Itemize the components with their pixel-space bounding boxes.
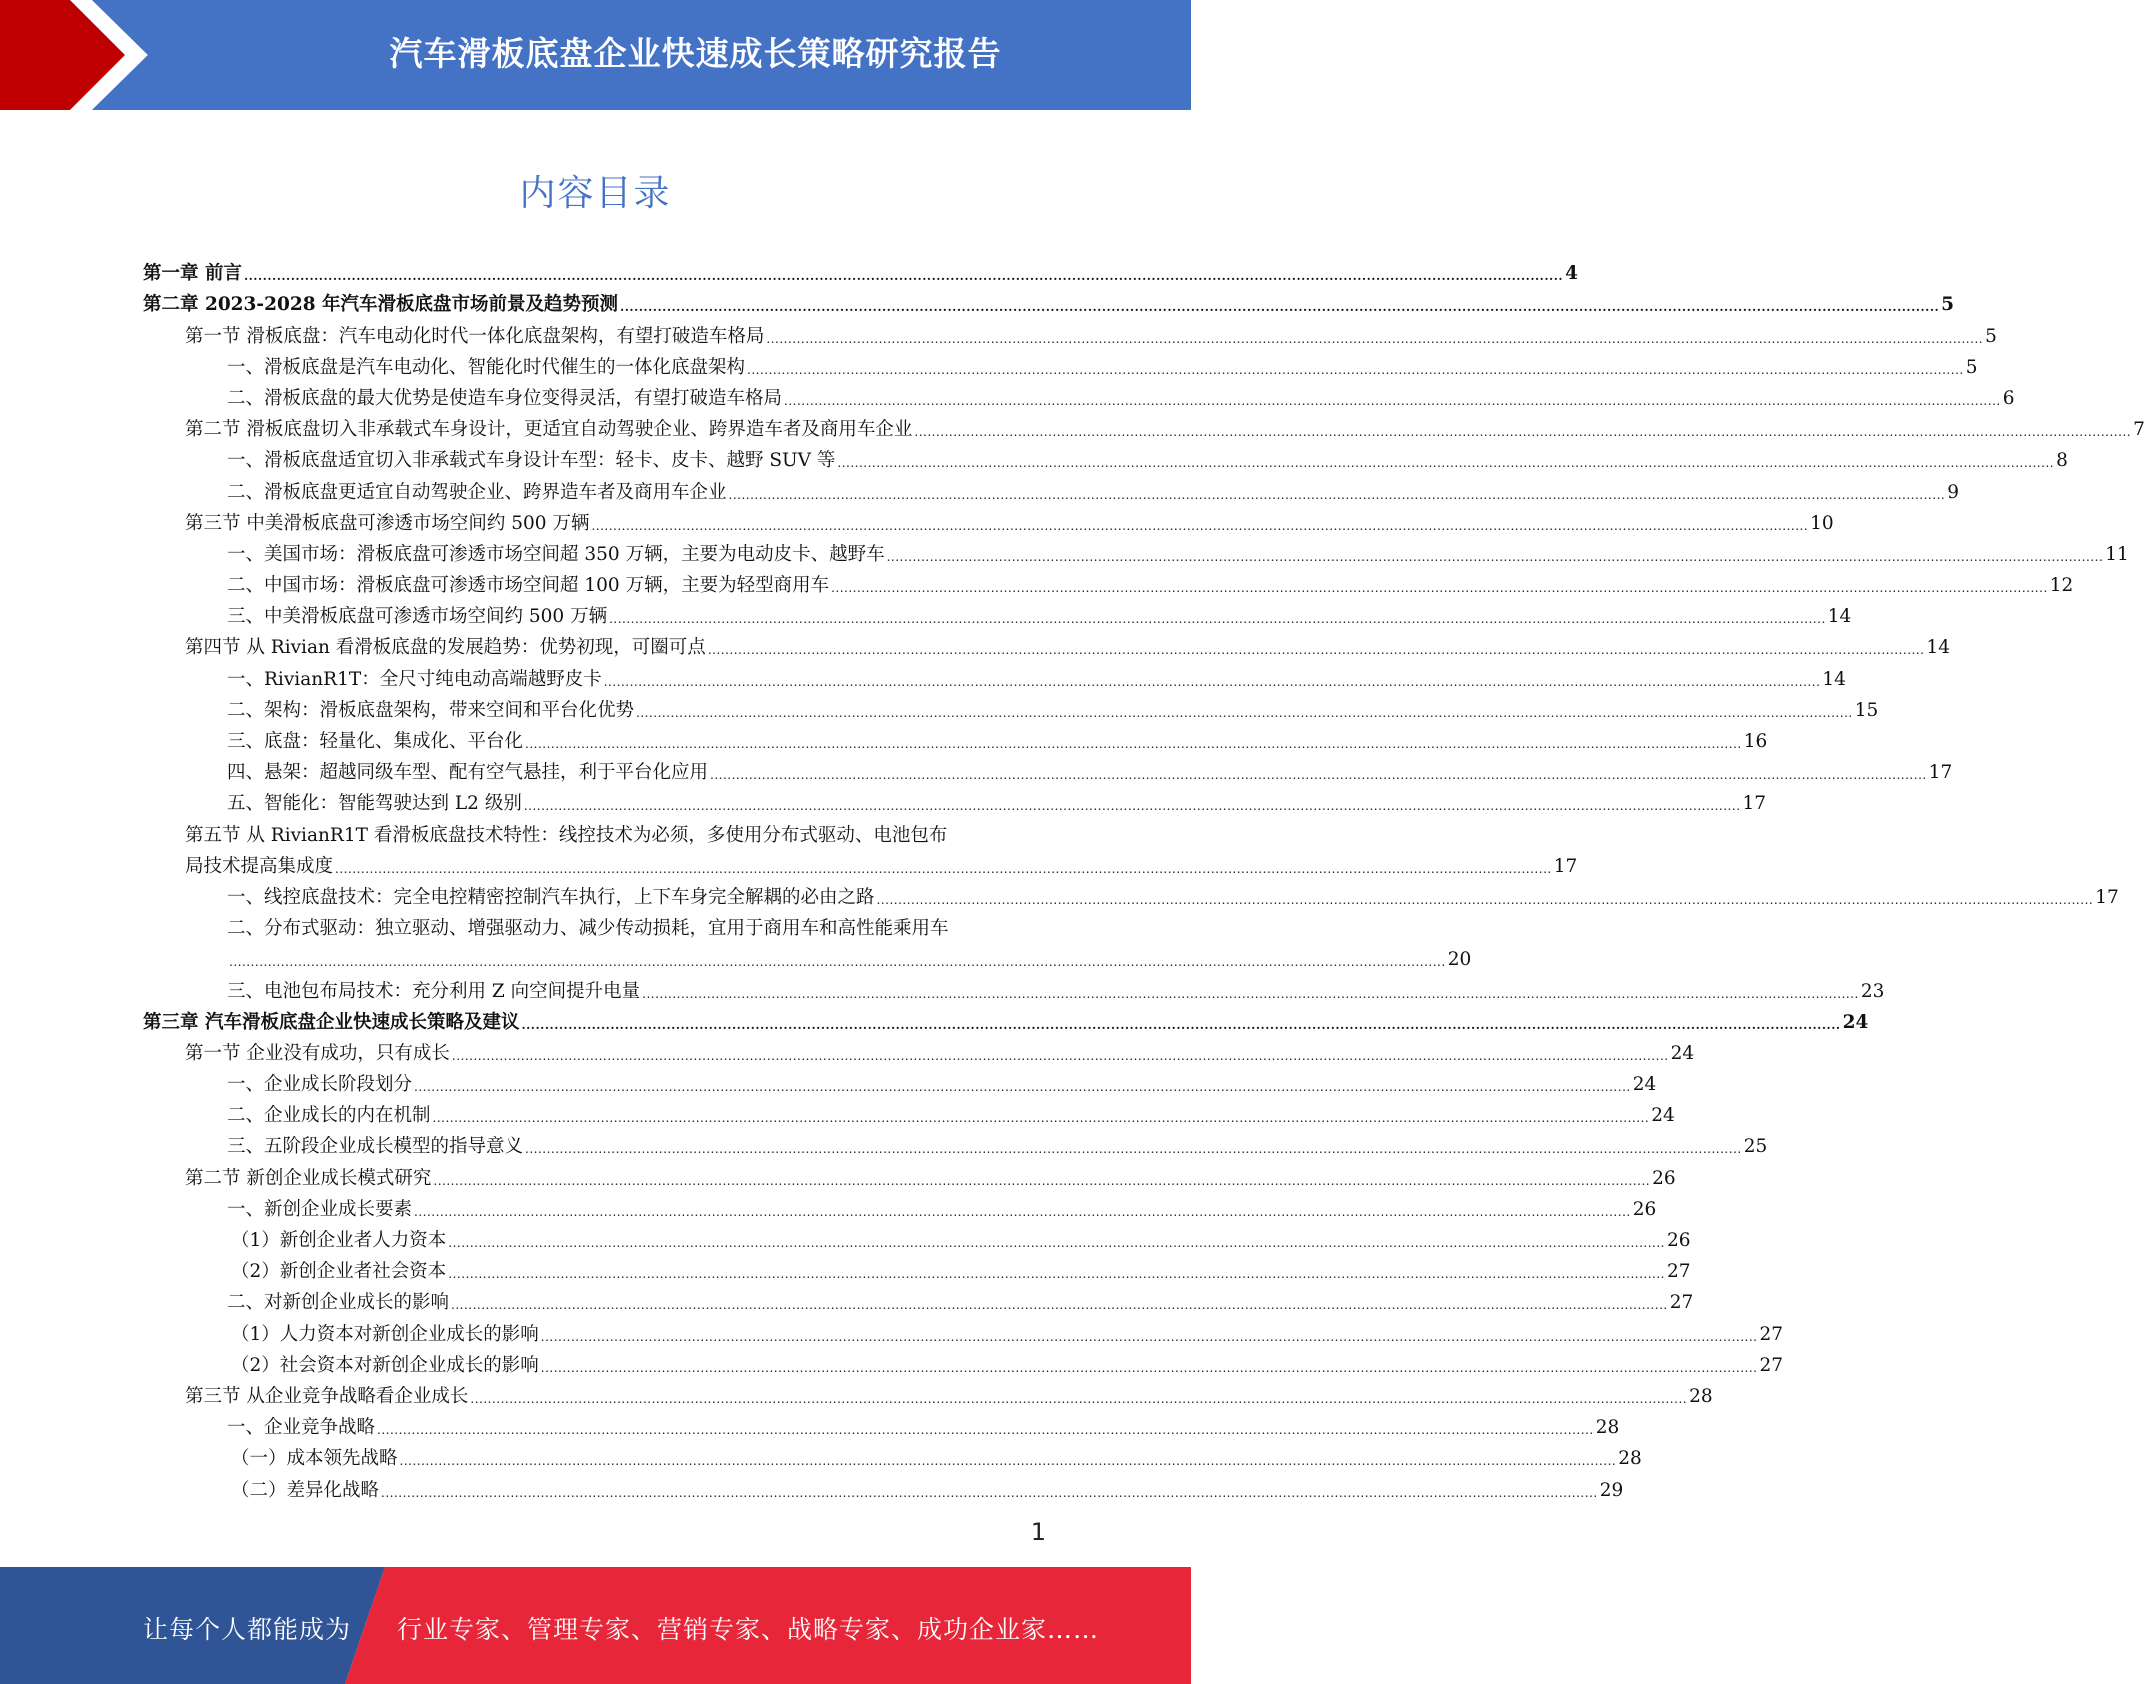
header-arrow-icon (0, 0, 160, 110)
toc-leader-dots (451, 1299, 1668, 1311)
toc-entry[interactable] (143, 1035, 1695, 1066)
toc-entry-title: 二、滑板底盘的最大优势是使造车身位变得灵活，有望打破造车格局 (227, 387, 783, 409)
toc-entry-page: 4 (1565, 263, 1578, 285)
toc-entry-title: 三、中美滑板底盘可渗透市场空间约 500 万辆 (227, 606, 608, 628)
toc-entry-title: 四、悬架：超越同级车型、配有空气悬挂，利于平台化应用 (227, 762, 709, 784)
toc-entry-title: 二、企业成长的内在机制 (227, 1105, 431, 1127)
toc-entry-title: （2）新创企业者社会资本 (231, 1261, 447, 1283)
page-number: 1 (1030, 1518, 1046, 1546)
toc-entry-page: 26 (1632, 1198, 1657, 1220)
report-title: 汽车滑板底盘企业快速成长策略研究报告 (389, 34, 1002, 73)
toc-leader-dots (541, 1362, 1758, 1374)
toc-leader-dots (887, 551, 2104, 563)
toc-entry-page: 9 (1947, 481, 1959, 503)
toc-entry-title: 第三节 中美滑板底盘可渗透市场空间约 500 万辆 (185, 512, 590, 534)
toc-entry[interactable] (143, 660, 1846, 691)
toc-entry[interactable] (143, 1378, 1713, 1409)
toc-leader-dots (452, 1050, 1669, 1062)
toc-entry[interactable] (143, 692, 1879, 723)
toc-leader-dots (525, 1143, 1742, 1155)
toc-entry-title: 第一节 滑板底盘：汽车电动化时代一体化底盘架构，有望打破造车格局 (185, 325, 765, 347)
toc-entry[interactable] (143, 972, 1885, 1003)
toc-entry-page: 16 (1743, 731, 1768, 752)
toc-entry-page: 29 (1599, 1479, 1624, 1501)
toc-entry-page: 12 (2049, 575, 2074, 597)
toc-entry[interactable] (143, 473, 1959, 504)
toc-leader-dots (766, 333, 1983, 345)
toc-entry[interactable] (143, 1347, 1784, 1378)
toc-leader-dots (729, 489, 1946, 501)
toc-entry-title: 五、智能化：智能驾驶达到 L2 级别 (227, 793, 522, 815)
toc-entry-page: 11 (2105, 543, 2129, 565)
toc-entry[interactable] (143, 286, 1955, 317)
toc-entry-title: 二、分布式驱动：独立驱动、增强驱动力、减少传动损耗，宜用于商用车和高性能乘用车 (227, 918, 949, 940)
toc-leader-dots (521, 1019, 1840, 1031)
toc-entry-page: 28 (1689, 1385, 1713, 1407)
toc-leader-dots (470, 1393, 1687, 1405)
toc-entry[interactable] (143, 1440, 1642, 1471)
toc-entry-title: 一、RivianR1T：全尺寸纯电动高端越野皮卡 (227, 668, 602, 690)
toc-entry-page: 14 (1827, 606, 1852, 628)
toc-leader-dots (414, 1081, 1631, 1093)
toc-entry-page: 14 (1822, 668, 1846, 690)
toc-leader-dots (831, 582, 2048, 594)
toc-entry[interactable] (143, 380, 2015, 411)
toc-entry[interactable] (143, 1409, 1620, 1440)
toc-entry-title: 一、线控底盘技术：完全电控精密控制汽车执行，上下车身完全解耦的必由之路 (227, 886, 875, 908)
toc-leader-dots (620, 301, 1939, 313)
toc-entry-page: 27 (1759, 1323, 1784, 1345)
toc-entry[interactable] (143, 1191, 1657, 1222)
toc-entry-page: 5 (1985, 325, 1997, 347)
toc-entry[interactable] (143, 1284, 1694, 1315)
toc-entry[interactable] (143, 910, 1048, 941)
toc-entry[interactable] (143, 879, 2119, 910)
toc-leader-dots (604, 676, 1821, 688)
toc-entry-page: 5 (1941, 294, 1955, 316)
toc-entry[interactable] (143, 723, 1768, 754)
toc-entry-page: 27 (1669, 1292, 1694, 1314)
toc-leader-dots (377, 1424, 1594, 1436)
toc-entry[interactable] (143, 1066, 1657, 1097)
toc-entry[interactable] (143, 1222, 1691, 1253)
toc-entry-title: 局技术提高集成度 (185, 855, 334, 877)
toc-leader-dots (591, 520, 1808, 532)
toc-entry[interactable] (143, 255, 1578, 286)
toc-leader-dots (837, 457, 2054, 469)
toc-entry[interactable] (143, 1004, 1869, 1035)
toc-entry[interactable] (143, 816, 1048, 847)
toc-entry-title: 一、企业成长阶段划分 (227, 1074, 413, 1096)
toc-entry-title: 二、中国市场：滑板底盘可渗透市场空间超 100 万辆，主要为轻型商用车 (227, 575, 830, 597)
toc-entry[interactable] (143, 941, 1472, 972)
toc-entry[interactable] (143, 536, 2129, 567)
toc-leader-dots (229, 956, 1446, 968)
toc-entry-title: （1）新创企业者人力资本 (231, 1230, 447, 1251)
toc-leader-dots (710, 769, 1927, 781)
toc-entry[interactable] (143, 505, 1834, 536)
toc-leader-dots (433, 1112, 1650, 1124)
toc-entry-title: 二、对新创企业成长的影响 (227, 1292, 450, 1314)
toc-entry-title: （1）人力资本对新创企业成长的影响 (231, 1323, 539, 1345)
toc-leader-dots (642, 988, 1859, 1000)
toc-leader-dots (414, 1206, 1631, 1218)
toc-entry-page: 17 (1742, 793, 1767, 815)
toc-leader-dots (381, 1487, 1598, 1499)
toc-entry-page: 26 (1652, 1167, 1676, 1189)
toc-entry-title: 第一章 前言 (143, 263, 242, 285)
toc-entry[interactable] (143, 1471, 1624, 1502)
toc-entry[interactable] (143, 629, 1951, 660)
toc-entry[interactable] (143, 785, 1767, 816)
toc-leader-dots (448, 1268, 1665, 1280)
toc-entry[interactable] (143, 1128, 1768, 1159)
toc-leader-dots (877, 894, 2094, 906)
toc-entry-page: 5 (1965, 356, 1978, 378)
toc-entry-page: 20 (1447, 949, 1472, 971)
toc-entry-title: （二）差异化战略 (231, 1479, 380, 1501)
toc-entry-page: 23 (1860, 980, 1885, 1002)
toc-entry-title: 第一节 企业没有成功，只有成长 (185, 1042, 450, 1064)
toc-entry[interactable] (143, 1315, 1784, 1346)
toc-entry-title: 第四节 从 Rivian 看滑板底盘的发展趋势：优势初现，可圈可点 (185, 637, 706, 659)
toc-entry[interactable] (143, 442, 2068, 473)
toc-entry-page: 17 (2095, 886, 2119, 908)
toc-entry-page: 26 (1666, 1230, 1691, 1251)
toc-entry-title: 二、架构：滑板底盘架构，带来空间和平台化优势 (227, 699, 635, 721)
toc-entry[interactable] (143, 848, 1578, 879)
toc-entry[interactable] (143, 754, 1953, 785)
toc-entry[interactable] (143, 349, 1978, 380)
toc-entry-page: 7 (2133, 419, 2145, 441)
toc-entry-title: 一、滑板底盘适宜切入非承载式车身设计车型：轻卡、皮卡、越野 SUV 等 (227, 450, 836, 472)
toc-entry-title: 第三章 汽车滑板底盘企业快速成长策略及建议 (143, 1011, 520, 1033)
toc-leader-dots (708, 644, 1925, 656)
toc-entry[interactable] (143, 317, 1997, 348)
toc-entry-title: 三、五阶段企业成长模型的指导意义 (227, 1136, 524, 1158)
footer-band (0, 1567, 1191, 1684)
toc-entry-title: 二、滑板底盘更适宜自动驾驶企业、跨界造车者及商用车企业 (227, 481, 727, 503)
toc-entry-page: 24 (1651, 1105, 1675, 1127)
toc-entry-page: 17 (1553, 855, 1578, 877)
toc-entry-title: 第二节 滑板底盘切入非承载式车身设计，更适宜自动驾驶企业、跨界造车者及商用车企业 (185, 419, 913, 441)
toc-entry[interactable] (143, 1159, 1676, 1190)
footer-slogan-right: 行业专家、管理专家、营销专家、战略专家、成功企业家…… (397, 1615, 1100, 1644)
toc-entry-title: 一、美国市场：滑板底盘可渗透市场空间超 350 万辆，主要为电动皮卡、越野车 (227, 543, 885, 565)
toc-leader-dots (525, 738, 1742, 750)
toc-entry-page: 27 (1666, 1261, 1691, 1283)
toc-entry-page: 24 (1632, 1074, 1657, 1096)
toc-entry-page: 28 (1595, 1417, 1620, 1439)
toc-entry[interactable] (143, 598, 1852, 629)
toc-leader-dots (636, 707, 1853, 719)
toc-heading: 内容目录 (519, 173, 672, 214)
toc-entry-title: （2）社会资本对新创企业成长的影响 (231, 1354, 539, 1376)
toc-leader-dots (747, 364, 1964, 376)
toc-entry[interactable] (143, 567, 2074, 598)
toc-entry-page: 24 (1670, 1042, 1695, 1064)
toc-entry-title: 一、新创企业成长要素 (227, 1198, 413, 1220)
toc-entry-page: 10 (1810, 512, 1834, 534)
toc-leader-dots (335, 863, 1552, 875)
toc-leader-dots (524, 800, 1741, 812)
toc-entry-page: 6 (2002, 387, 2015, 409)
toc-leader-dots (541, 1331, 1758, 1343)
toc-entry-page: 27 (1759, 1354, 1784, 1376)
toc-entry-page: 8 (2056, 450, 2068, 472)
toc-entry-page: 28 (1618, 1448, 1642, 1470)
toc-leader-dots (433, 1175, 1650, 1187)
toc-leader-dots (400, 1455, 1617, 1467)
toc-entry-title: 第三节 从企业竞争战略看企业成长 (185, 1385, 469, 1407)
toc-entry-title: 第二章 2023-2028 年汽车滑板底盘市场前景及趋势预测 (143, 294, 619, 316)
toc-entry-page: 17 (1928, 762, 1953, 784)
toc-leader-dots (448, 1237, 1665, 1249)
toc-entry-title: 第五节 从 RivianR1T 看滑板底盘技术特性：线控技术为必须，多使用分布式驱动、电池包布 (185, 824, 948, 846)
table-of-contents (143, 255, 2145, 1503)
toc-leader-dots (784, 395, 2001, 407)
toc-entry-title: 第二节 新创企业成长模式研究 (185, 1167, 432, 1189)
toc-entry-title: 三、底盘：轻量化、集成化、平台化 (227, 731, 524, 752)
toc-entry-title: 一、滑板底盘是汽车电动化、智能化时代催生的一体化底盘架构 (227, 356, 746, 378)
toc-entry[interactable] (143, 1253, 1691, 1284)
header-band (0, 0, 1191, 110)
toc-entry[interactable] (143, 1097, 1675, 1128)
toc-leader-dots (609, 613, 1826, 625)
footer-slogan-left: 让每个人都能成为 (143, 1615, 352, 1644)
toc-leader-dots (244, 270, 1563, 282)
toc-entry-page: 14 (1926, 637, 1951, 659)
toc-entry-title: （一）成本领先战略 (231, 1448, 398, 1470)
toc-entry-title: 三、电池包布局技术：充分利用 Z 向空间提升电量 (227, 980, 641, 1002)
toc-entry-page: 24 (1842, 1011, 1869, 1033)
toc-leader-dots (914, 426, 2131, 438)
toc-entry-page: 25 (1743, 1136, 1768, 1158)
toc-entry-page: 15 (1854, 699, 1879, 721)
toc-entry-title: 一、企业竞争战略 (227, 1417, 376, 1439)
toc-entry[interactable] (143, 411, 2145, 442)
